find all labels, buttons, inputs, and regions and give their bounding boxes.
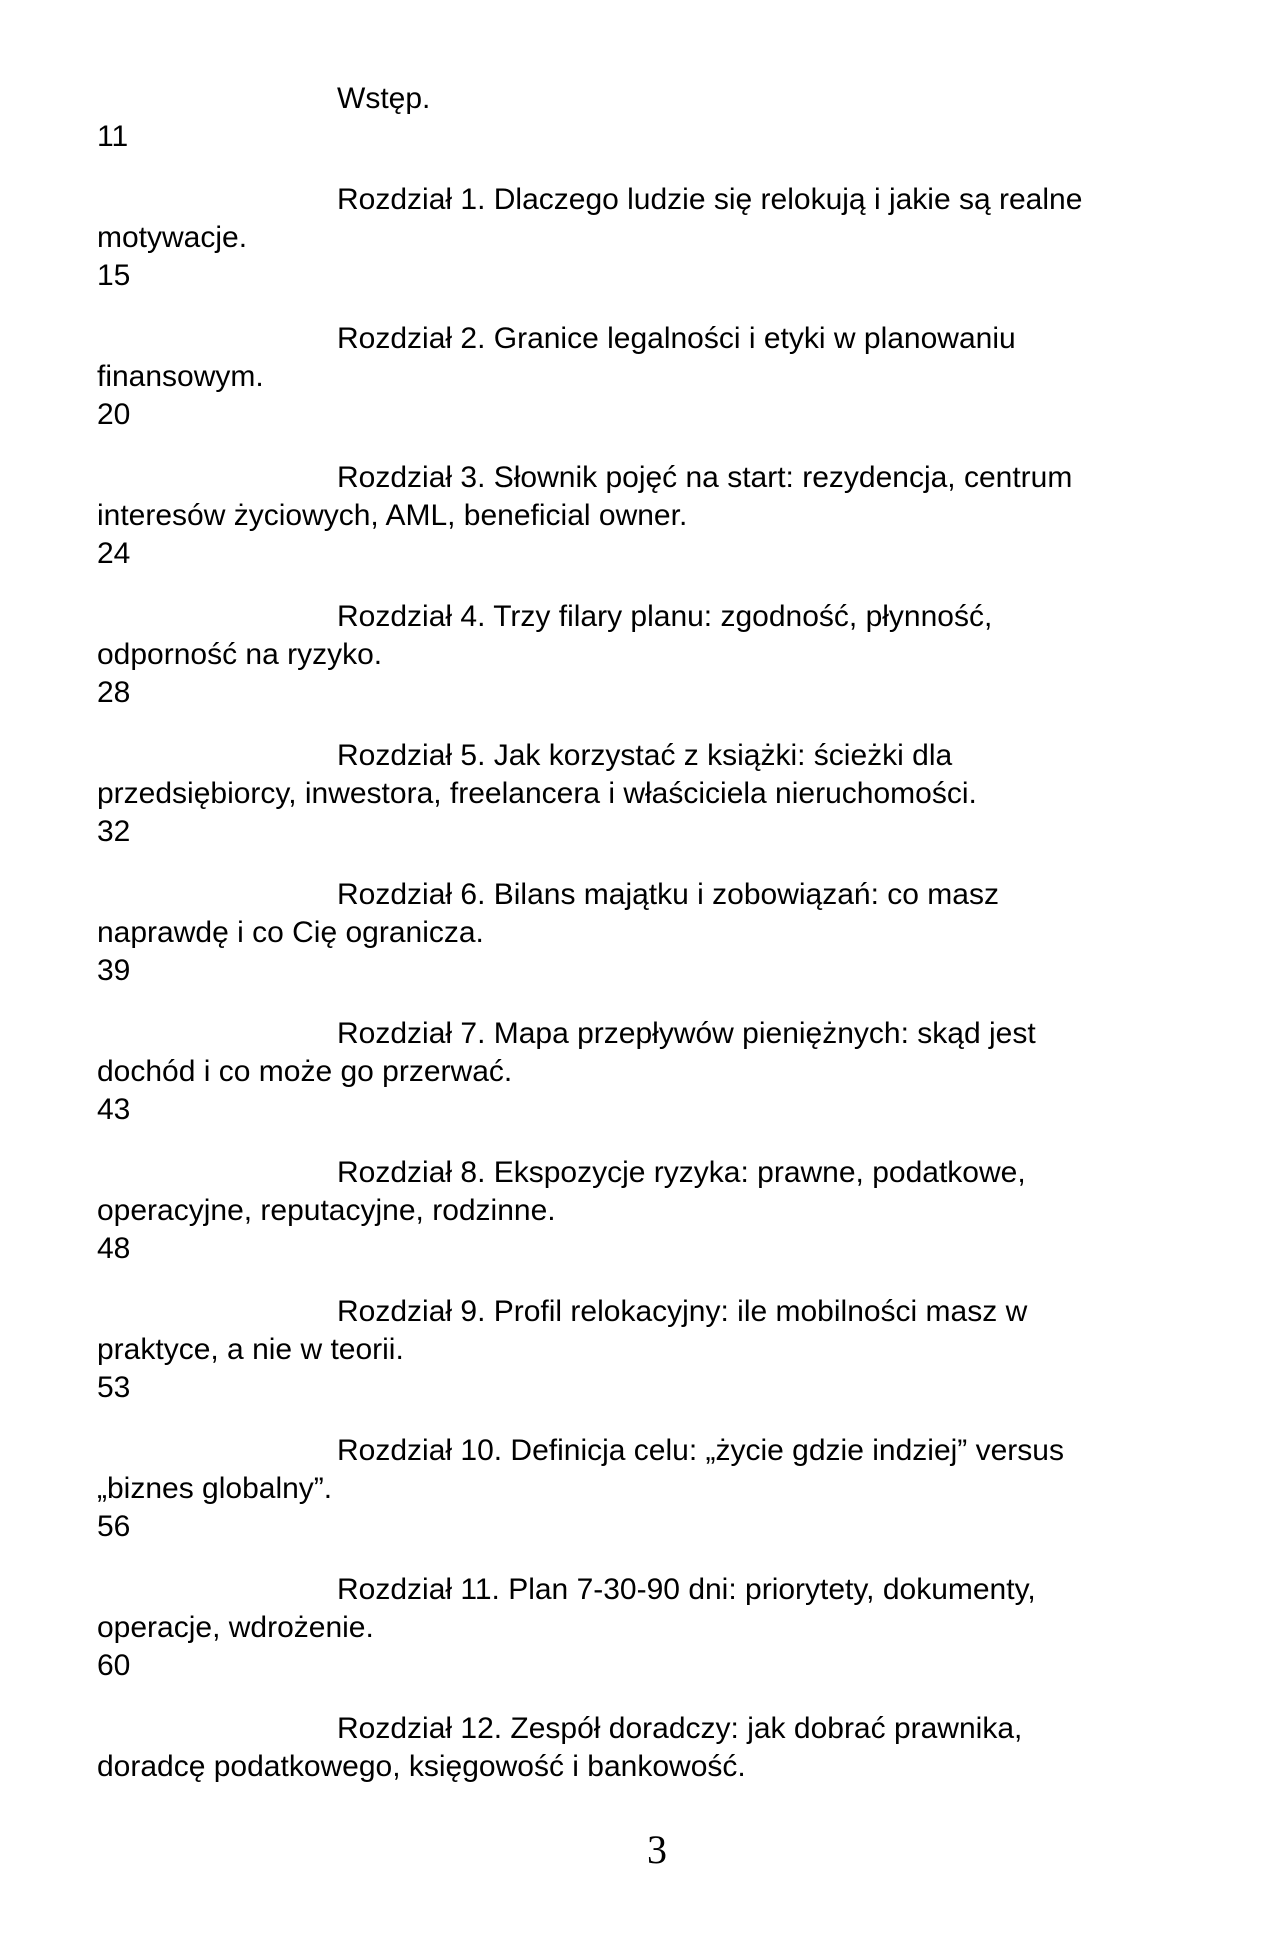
toc-entry-title-first-line: Rozdział 1. Dlaczego ludzie się relokują i jakie są realne xyxy=(337,183,1083,216)
toc-entry-title-first-line: Rozdział 3. Słownik pojęć na start: rezydencja, centrum xyxy=(337,461,1073,494)
toc-entry-title-first-line: Rozdział 5. Jak korzystać z książki: ścieżki dla xyxy=(337,739,953,772)
toc-entry-title-first-line: Rozdział 7. Mapa przepływów pieniężnych: skąd jest xyxy=(337,1017,1036,1050)
toc-entry-title-continuation-line: operacyjne, reputacyjne, rodzinne. xyxy=(97,1194,556,1227)
toc-entry-title-first-line: Rozdział 12. Zespół doradczy: jak dobrać prawnika, xyxy=(337,1712,1023,1745)
toc-entry-page-number: 43 xyxy=(97,1093,131,1126)
toc-entry xyxy=(97,1293,1190,1407)
toc-entry-title-continuation-line: praktyce, a nie w teorii. xyxy=(97,1333,404,1366)
toc-entry-title-continuation-line: „biznes globalny”. xyxy=(97,1472,333,1505)
toc-entry-title-continuation-line: naprawdę i co Cię ogranicza. xyxy=(97,916,484,949)
toc-entry-title-first-line: Rozdział 9. Profil relokacyjny: ile mobilności masz w xyxy=(337,1295,1028,1328)
toc-entry-page-number: 28 xyxy=(97,676,131,709)
toc-entry-title-first-line: Rozdział 2. Granice legalności i etyki w planowaniu xyxy=(337,322,1016,355)
toc-entry-title-first-line: Rozdział 11. Plan 7-30-90 dni: priorytety, dokumenty, xyxy=(337,1573,1036,1606)
toc-entry xyxy=(97,1710,1190,1786)
toc-entry xyxy=(97,320,1190,434)
toc-entry-title-first-line: Rozdział 10. Definicja celu: „życie gdzie indziej” versus xyxy=(337,1434,1064,1467)
toc-entry-title-continuation-line: motywacje. xyxy=(97,221,248,254)
page-number-footer: 3 xyxy=(647,1827,667,1872)
toc-entry xyxy=(97,876,1190,990)
toc-entry-title-continuation-line: finansowym. xyxy=(97,360,264,393)
toc-entry-page-number: 32 xyxy=(97,815,131,848)
toc-entry-title-first-line: Rozdział 4. Trzy filary planu: zgodność, płynność, xyxy=(337,600,993,633)
toc-entry-page-number: 11 xyxy=(97,120,129,153)
toc-entry-page-number: 60 xyxy=(97,1649,131,1682)
toc-entry-page-number: 53 xyxy=(97,1371,131,1404)
toc-entry xyxy=(97,181,1190,295)
toc-entry xyxy=(97,598,1190,712)
toc-entry-page-number: 39 xyxy=(97,954,131,987)
toc-entry-title-continuation-line: dochód i co może go przerwać. xyxy=(97,1055,513,1088)
toc-entry-page-number: 56 xyxy=(97,1510,131,1543)
toc-entry-title-continuation-line: doradcę podatkowego, księgowość i bankowość. xyxy=(97,1750,746,1783)
toc-entry-title-continuation-line: przedsiębiorcy, inwestora, freelancera i właściciela nieruchomości. xyxy=(97,777,977,810)
toc-entry-title-continuation-line: interesów życiowych, AML, beneficial owner. xyxy=(97,499,688,532)
toc-entry-title-continuation-line: operacje, wdrożenie. xyxy=(97,1611,374,1644)
toc-entry-page-number: 24 xyxy=(97,537,131,570)
toc-entry xyxy=(97,1571,1190,1685)
toc-entry xyxy=(97,80,1190,156)
toc-entry-title-first-line: Rozdział 8. Ekspozycje ryzyka: prawne, podatkowe, xyxy=(337,1156,1026,1189)
toc-entry-page-number: 20 xyxy=(97,398,131,431)
toc-entry xyxy=(97,737,1190,851)
toc-entry xyxy=(97,459,1190,573)
toc-entry-title-continuation-line: odporność na ryzyko. xyxy=(97,638,383,671)
toc-entry xyxy=(97,1015,1190,1129)
toc-entry-page-number: 48 xyxy=(97,1232,131,1265)
toc-entry xyxy=(97,1154,1190,1268)
toc-entry-page-number: 15 xyxy=(97,259,131,292)
toc-entry xyxy=(97,1432,1190,1546)
toc-entry-title-first-line: Wstęp. xyxy=(337,82,431,115)
toc-entry-title-first-line: Rozdział 6. Bilans majątku i zobowiązań: co masz xyxy=(337,878,999,911)
